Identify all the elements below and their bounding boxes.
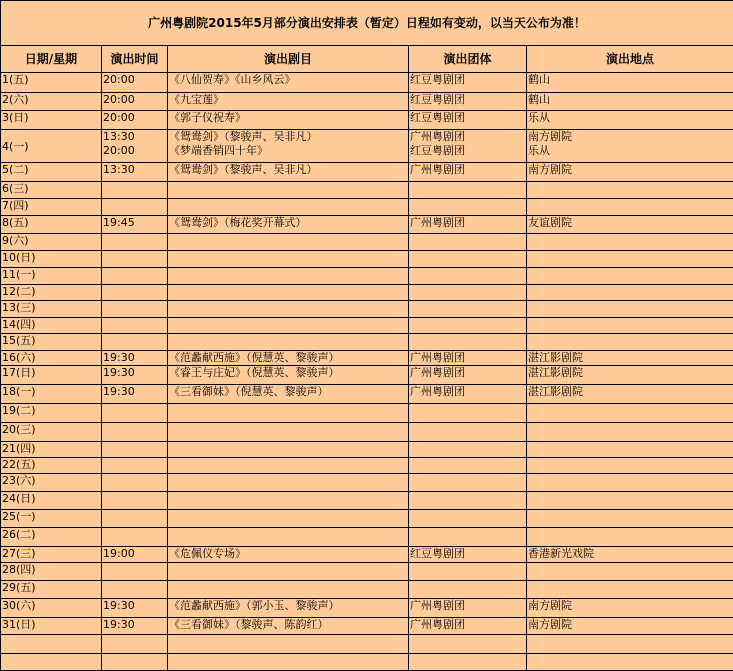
- cell-show-text: 《八仙贺寿》《山乡风云》: [169, 73, 407, 86]
- cell-show: [168, 366, 409, 385]
- cell-troupe-text: 红豆粤剧团: [410, 73, 525, 86]
- table-row: [1, 73, 733, 93]
- cell-date: 12(二): [1, 285, 102, 301]
- cell-troupe: [409, 635, 527, 654]
- cell-show: [168, 182, 409, 199]
- cell-show-text: 《九宝莲》: [169, 93, 407, 106]
- cell-troupe: [409, 318, 527, 334]
- cell-time: [102, 618, 168, 635]
- cell-show-text: 《梦端香销四十年》: [169, 144, 407, 158]
- cell-show: [168, 334, 409, 351]
- cell-venue: [527, 618, 733, 635]
- cell-show: [168, 130, 409, 163]
- table-row: [1, 442, 733, 458]
- schedule-title: 广州粤剧院2015年5月部分演出安排表（暂定）日程如有变动，以当天公布为准！: [1, 1, 733, 46]
- table-row: [1, 318, 733, 334]
- cell-time: [102, 654, 168, 671]
- cell-date: 6(三): [1, 182, 102, 199]
- table-row: [1, 474, 733, 492]
- cell-show: [168, 563, 409, 581]
- cell-date: [1, 635, 102, 654]
- cell-time: [102, 111, 168, 130]
- cell-venue: [527, 318, 733, 334]
- cell-date: 11(一): [1, 268, 102, 285]
- cell-show: [168, 318, 409, 334]
- cell-venue: [527, 510, 733, 528]
- table-row: [1, 510, 733, 528]
- cell-venue: [527, 199, 733, 216]
- cell-venue: [527, 599, 733, 618]
- cell-date: 13(三): [1, 301, 102, 318]
- cell-venue: [527, 547, 733, 563]
- cell-time: [102, 199, 168, 216]
- cell-troupe-text: 广州粤剧团: [410, 599, 525, 612]
- header-venue: 演出地点: [527, 46, 733, 73]
- cell-date: 17(日): [1, 366, 102, 385]
- cell-troupe: [409, 182, 527, 199]
- cell-troupe: [409, 73, 527, 93]
- cell-time: [102, 268, 168, 285]
- cell-show: [168, 618, 409, 635]
- table-row: [1, 618, 733, 635]
- cell-time: [102, 581, 168, 599]
- cell-venue: [527, 334, 733, 351]
- cell-venue: [527, 404, 733, 423]
- cell-troupe: [409, 385, 527, 404]
- cell-troupe: [409, 404, 527, 423]
- cell-date: 7(四): [1, 199, 102, 216]
- cell-show: [168, 635, 409, 654]
- cell-show: [168, 163, 409, 182]
- cell-troupe: [409, 285, 527, 301]
- cell-show: [168, 351, 409, 366]
- cell-show: [168, 385, 409, 404]
- cell-troupe-text: 广州粤剧团: [410, 163, 525, 176]
- cell-venue-text: 南方剧院: [528, 618, 732, 631]
- cell-venue: [527, 442, 733, 458]
- table-row: [1, 492, 733, 510]
- cell-troupe: [409, 547, 527, 563]
- header-date: 日期/星期: [1, 46, 102, 73]
- cell-venue-text: 湛江影剧院: [528, 385, 732, 398]
- cell-show-text: 《鸳鸯剑》（黎骏声、吴非凡）: [169, 163, 407, 176]
- cell-date: 3(日): [1, 111, 102, 130]
- cell-venue-text: 南方剧院: [528, 163, 732, 176]
- cell-troupe: [409, 654, 527, 671]
- table-row: [1, 182, 733, 199]
- cell-time: [102, 301, 168, 318]
- cell-troupe: [409, 442, 527, 458]
- cell-venue: [527, 351, 733, 366]
- cell-time: [102, 547, 168, 563]
- cell-show: [168, 234, 409, 251]
- cell-time-text: 20:00: [103, 144, 166, 158]
- cell-time: [102, 563, 168, 581]
- cell-time: [102, 334, 168, 351]
- cell-troupe: [409, 458, 527, 474]
- cell-time: [102, 510, 168, 528]
- cell-troupe: [409, 423, 527, 442]
- table-row: [1, 366, 733, 385]
- cell-date: 25(一): [1, 510, 102, 528]
- cell-time-text: 19:30: [103, 385, 166, 398]
- cell-show: [168, 301, 409, 318]
- cell-time-text: 19:30: [103, 366, 166, 379]
- header-row: [1, 46, 733, 73]
- cell-troupe: [409, 268, 527, 285]
- cell-venue-text: 香港新光戏院: [528, 547, 732, 560]
- cell-time: [102, 404, 168, 423]
- table-row: [1, 251, 733, 268]
- cell-time: [102, 474, 168, 492]
- cell-venue: [527, 182, 733, 199]
- cell-time: [102, 458, 168, 474]
- header-time: 演出时间: [102, 46, 168, 73]
- cell-show-text: 《鸳鸯剑》（黎骏声、吴非凡）: [169, 130, 407, 144]
- cell-time: [102, 216, 168, 234]
- cell-time: [102, 385, 168, 404]
- cell-show: [168, 251, 409, 268]
- cell-time: [102, 163, 168, 182]
- cell-time: [102, 423, 168, 442]
- cell-troupe: [409, 366, 527, 385]
- cell-show: [168, 458, 409, 474]
- cell-troupe: [409, 111, 527, 130]
- cell-time-text: 19:30: [103, 599, 166, 612]
- cell-date: 15(五): [1, 334, 102, 351]
- cell-time: [102, 318, 168, 334]
- cell-date: 26(二): [1, 528, 102, 547]
- table-row: [1, 285, 733, 301]
- cell-show: [168, 510, 409, 528]
- cell-show-text: 《范蠡献西施》（郭小玉、黎骏声）: [169, 599, 407, 612]
- cell-venue: [527, 366, 733, 385]
- cell-troupe: [409, 510, 527, 528]
- cell-date: 9(六): [1, 234, 102, 251]
- cell-venue: [527, 285, 733, 301]
- cell-venue: [527, 93, 733, 111]
- cell-venue-text: 鹤山: [528, 73, 732, 86]
- cell-troupe-text: 广州粤剧团: [410, 216, 525, 229]
- cell-time: [102, 351, 168, 366]
- table-row: [1, 528, 733, 547]
- table-row: [1, 93, 733, 111]
- cell-show: [168, 654, 409, 671]
- cell-venue-text: 乐从: [528, 111, 732, 124]
- cell-show: [168, 442, 409, 458]
- cell-venue: [527, 163, 733, 182]
- cell-time-text: 20:00: [103, 93, 166, 106]
- cell-time-text: 20:00: [103, 73, 166, 86]
- cell-show: [168, 492, 409, 510]
- table-row: [1, 458, 733, 474]
- cell-venue: [527, 635, 733, 654]
- cell-time: [102, 182, 168, 199]
- cell-troupe: [409, 351, 527, 366]
- cell-date: 29(五): [1, 581, 102, 599]
- cell-show-text: 《范蠡献西施》（倪慧英、黎骏声）: [169, 351, 407, 364]
- cell-time-text: 13:30: [103, 130, 166, 144]
- table-row: [1, 163, 733, 182]
- table-row: [1, 234, 733, 251]
- cell-venue: [527, 458, 733, 474]
- header-troupe: 演出团体: [409, 46, 527, 73]
- table-row: [1, 547, 733, 563]
- cell-time-text: 19:30: [103, 618, 166, 631]
- cell-troupe-text: 红豆粤剧团: [410, 144, 525, 158]
- cell-date: [1, 654, 102, 671]
- cell-troupe: [409, 528, 527, 547]
- table-row: [1, 268, 733, 285]
- cell-troupe-text: 红豆粤剧团: [410, 93, 525, 106]
- cell-time: [102, 93, 168, 111]
- table-row: [1, 563, 733, 581]
- cell-date: 28(四): [1, 563, 102, 581]
- cell-time-text: 19:00: [103, 547, 166, 560]
- cell-date: 30(六): [1, 599, 102, 618]
- cell-date: 5(二): [1, 163, 102, 182]
- cell-venue: [527, 528, 733, 547]
- table-row: [1, 635, 733, 654]
- cell-troupe: [409, 301, 527, 318]
- cell-troupe-text: 红豆粤剧团: [410, 547, 525, 560]
- cell-date: 1(五): [1, 73, 102, 93]
- cell-show: [168, 474, 409, 492]
- cell-troupe: [409, 163, 527, 182]
- cell-show: [168, 216, 409, 234]
- table-row: [1, 404, 733, 423]
- table-row: [1, 654, 733, 671]
- cell-show-text: 《三看御妹》（黎骏声、陈韵红）: [169, 618, 407, 631]
- table-row: [1, 334, 733, 351]
- cell-time-text: 20:00: [103, 111, 166, 124]
- cell-troupe-text: 广州粤剧团: [410, 130, 525, 144]
- cell-troupe: [409, 216, 527, 234]
- cell-date: 20(三): [1, 423, 102, 442]
- cell-show: [168, 528, 409, 547]
- cell-time: [102, 234, 168, 251]
- cell-time: [102, 73, 168, 93]
- cell-date: 21(四): [1, 442, 102, 458]
- table-row: [1, 581, 733, 599]
- table-row: [1, 216, 733, 234]
- cell-show: [168, 93, 409, 111]
- table-row: [1, 199, 733, 216]
- cell-troupe-text: 广州粤剧团: [410, 618, 525, 631]
- cell-date: 18(一): [1, 385, 102, 404]
- table-row: [1, 599, 733, 618]
- table-row: [1, 301, 733, 318]
- title-row: [1, 1, 733, 46]
- cell-troupe: [409, 474, 527, 492]
- cell-date: 16(六): [1, 351, 102, 366]
- cell-time: [102, 130, 168, 163]
- cell-date: 27(三): [1, 547, 102, 563]
- cell-time: [102, 492, 168, 510]
- cell-venue: [527, 474, 733, 492]
- table-row: [1, 351, 733, 366]
- cell-time: [102, 251, 168, 268]
- table-row: [1, 130, 733, 163]
- cell-venue-text: 南方剧院: [528, 599, 732, 612]
- cell-date: 24(日): [1, 492, 102, 510]
- cell-time: [102, 599, 168, 618]
- cell-venue: [527, 301, 733, 318]
- cell-date: 4(一): [1, 130, 102, 163]
- cell-date: 22(五): [1, 458, 102, 474]
- cell-time: [102, 442, 168, 458]
- cell-venue-text: 湛江影剧院: [528, 366, 732, 379]
- cell-troupe-text: 广州粤剧团: [410, 385, 525, 398]
- cell-venue-text: 湛江影剧院: [528, 351, 732, 364]
- cell-show: [168, 199, 409, 216]
- cell-date: 8(五): [1, 216, 102, 234]
- cell-show: [168, 404, 409, 423]
- cell-troupe-text: 广州粤剧团: [410, 351, 525, 364]
- cell-troupe: [409, 581, 527, 599]
- cell-troupe-text: 红豆粤剧团: [410, 111, 525, 124]
- cell-troupe: [409, 334, 527, 351]
- cell-show-text: 《睿王与庄妃》（倪慧英、黎骏声）: [169, 366, 407, 379]
- cell-date: 14(四): [1, 318, 102, 334]
- cell-venue: [527, 130, 733, 163]
- cell-venue-text: 南方剧院: [528, 130, 732, 144]
- cell-troupe: [409, 563, 527, 581]
- cell-venue: [527, 563, 733, 581]
- cell-show-text: 《危佩仪专场》: [169, 547, 407, 560]
- cell-venue-text: 鹤山: [528, 93, 732, 106]
- cell-date: 19(二): [1, 404, 102, 423]
- cell-time: [102, 528, 168, 547]
- cell-show: [168, 111, 409, 130]
- cell-show: [168, 547, 409, 563]
- cell-time: [102, 366, 168, 385]
- header-show: 演出剧目: [168, 46, 409, 73]
- cell-time: [102, 285, 168, 301]
- cell-show: [168, 581, 409, 599]
- cell-show: [168, 268, 409, 285]
- cell-venue: [527, 73, 733, 93]
- cell-troupe: [409, 492, 527, 510]
- cell-show-text: 《郭子仪祝寿》: [169, 111, 407, 124]
- cell-venue: [527, 234, 733, 251]
- cell-date: 23(六): [1, 474, 102, 492]
- cell-date: 10(日): [1, 251, 102, 268]
- cell-troupe: [409, 251, 527, 268]
- cell-show: [168, 599, 409, 618]
- table-row: [1, 385, 733, 404]
- cell-time-text: 13:30: [103, 163, 166, 176]
- cell-show: [168, 285, 409, 301]
- cell-venue: [527, 251, 733, 268]
- cell-troupe: [409, 234, 527, 251]
- cell-venue: [527, 216, 733, 234]
- cell-venue: [527, 385, 733, 404]
- cell-troupe: [409, 618, 527, 635]
- cell-venue: [527, 111, 733, 130]
- cell-venue: [527, 268, 733, 285]
- cell-time-text: 19:45: [103, 216, 166, 229]
- cell-show-text: 《三看御妹》（倪慧英、黎骏声）: [169, 385, 407, 398]
- cell-venue: [527, 492, 733, 510]
- cell-troupe: [409, 130, 527, 163]
- cell-troupe: [409, 93, 527, 111]
- cell-show-text: 《鸳鸯剑》（梅花奖开幕式）: [169, 216, 407, 229]
- cell-time: [102, 635, 168, 654]
- cell-troupe: [409, 199, 527, 216]
- cell-troupe: [409, 599, 527, 618]
- table-row: [1, 423, 733, 442]
- cell-venue: [527, 654, 733, 671]
- cell-date: 31(日): [1, 618, 102, 635]
- cell-time-text: 19:30: [103, 351, 166, 364]
- cell-troupe-text: 广州粤剧团: [410, 366, 525, 379]
- cell-date: 2(六): [1, 93, 102, 111]
- cell-venue: [527, 423, 733, 442]
- cell-show: [168, 73, 409, 93]
- cell-venue-text: 乐从: [528, 144, 732, 158]
- cell-venue: [527, 581, 733, 599]
- cell-show: [168, 423, 409, 442]
- cell-venue-text: 友谊剧院: [528, 216, 732, 229]
- table-row: [1, 111, 733, 130]
